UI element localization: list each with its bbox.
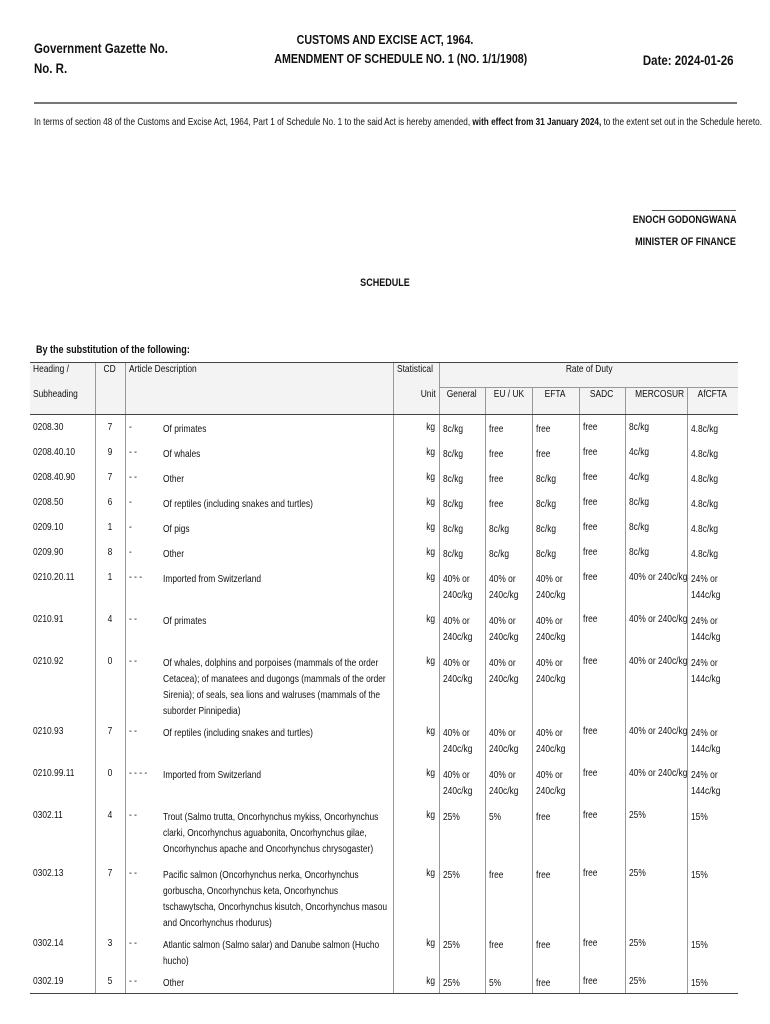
intro-paragraph — [34, 116, 770, 128]
table-row — [30, 465, 738, 490]
indent-dashes: - - — [125, 649, 160, 719]
rate-sadc: free — [579, 415, 625, 440]
article-description: Of primates — [163, 423, 207, 435]
rate-mercosur: 25% — [625, 931, 687, 969]
substitution-instruction: By the substitution of the following: — [36, 344, 190, 356]
article-description: Atlantic salmon (Salmo salar) and Danube salmon (Hucho hucho) — [163, 938, 380, 967]
rate-general: 40% or 240c/kg — [439, 607, 485, 649]
check-digit: 6 — [95, 490, 125, 515]
col-header-eu-uk: EU / UK — [485, 388, 532, 415]
check-digit: 5 — [95, 969, 125, 994]
check-digit: 4 — [95, 607, 125, 649]
table-header-row-2 — [30, 388, 738, 415]
indent-dashes: - - — [125, 465, 160, 490]
col-header-general: General — [439, 388, 485, 415]
header-divider — [34, 102, 737, 104]
check-digit: 7 — [95, 465, 125, 490]
table-row — [30, 540, 738, 565]
article-description: Of reptiles (including snakes and turtles) — [163, 726, 313, 739]
indent-dashes: - - — [125, 861, 160, 931]
indent-dashes: - - — [125, 607, 160, 649]
rate-eu-uk: 40% or 240c/kg — [485, 761, 532, 803]
rate-mercosur: 40% or 240c/kg — [625, 649, 687, 719]
rate-general: 8c/kg — [439, 515, 485, 540]
rate-eu-uk: 8c/kg — [485, 515, 532, 540]
check-digit: 1 — [95, 515, 125, 540]
rate-sadc: free — [579, 515, 625, 540]
table-row — [30, 607, 738, 649]
table-row — [30, 719, 738, 761]
rate-sadc: free — [579, 969, 625, 994]
rate-general: 40% or 240c/kg — [439, 565, 485, 607]
rate-mercosur: 40% or 240c/kg — [625, 761, 687, 803]
rate-sadc: free — [579, 931, 625, 969]
check-digit: 8 — [95, 540, 125, 565]
rate-sadc: free — [579, 761, 625, 803]
table-row — [30, 440, 738, 465]
rate-mercosur: 25% — [625, 803, 687, 861]
rate-afcfta: 15% — [687, 969, 738, 994]
rate-efta: 40% or 240c/kg — [532, 565, 579, 607]
tariff-heading: 0210.91 — [33, 612, 64, 625]
article-description: Other — [163, 472, 185, 485]
rate-general: 8c/kg — [439, 465, 485, 490]
article-description: Of reptiles (including snakes and turtles) — [163, 497, 313, 510]
table-row — [30, 649, 738, 719]
tariff-heading: 0302.11 — [33, 808, 63, 821]
statistical-unit: kg — [393, 649, 439, 719]
col-header-unit: Unit — [393, 388, 439, 415]
article-description: Of primates — [163, 614, 207, 627]
indent-dashes: - - — [125, 803, 160, 861]
statistical-unit: kg — [393, 540, 439, 565]
rate-mercosur: 8c/kg — [625, 540, 687, 565]
rate-sadc: free — [579, 540, 625, 565]
table-row — [30, 761, 738, 803]
rate-general: 8c/kg — [439, 440, 485, 465]
rate-afcfta: 15% — [687, 861, 738, 931]
statistical-unit: kg — [393, 761, 439, 803]
rate-sadc: free — [579, 719, 625, 761]
rate-afcfta: 4.8c/kg — [687, 465, 738, 490]
rate-sadc: free — [579, 861, 625, 931]
rate-eu-uk: free — [485, 440, 532, 465]
article-description: Imported from Switzerland — [163, 572, 262, 585]
rate-mercosur: 25% — [625, 969, 687, 994]
indent-dashes: - — [125, 415, 160, 440]
rate-sadc: free — [579, 565, 625, 607]
statistical-unit: kg — [393, 515, 439, 540]
check-digit: 1 — [95, 565, 125, 607]
article-description: Pacific salmon (Oncorhynchus nerka, Oncorhynchus gorbuscha, Oncorhynchus keta, Oncorhynchus tschawytscha, Oncorhynchus kisutch, Oncorhynchus masou and Oncorhynchus rhodurus) — [163, 868, 388, 929]
col-header-efta: EFTA — [532, 388, 579, 415]
col-header-article: Article Description — [125, 363, 393, 388]
check-digit: 4 — [95, 803, 125, 861]
tariff-heading: 0209.90 — [33, 545, 64, 558]
article-description: Trout (Salmo trutta, Oncorhynchus mykiss, Oncorhynchus clarki, Oncorhynchus aguabonita, Oncorhynchus gilae, Oncorhynchus apache and Oncorhynchus chrysogaster) — [163, 810, 379, 855]
rate-mercosur: 40% or 240c/kg — [625, 607, 687, 649]
notice-number: No. R. — [34, 60, 68, 76]
rate-afcfta: 4.8c/kg — [687, 540, 738, 565]
check-digit: 7 — [95, 861, 125, 931]
tariff-heading: 0208.50 — [33, 495, 64, 508]
rate-afcfta: 4.8c/kg — [687, 490, 738, 515]
check-digit: 7 — [95, 719, 125, 761]
col-header-sadc: SADC — [579, 388, 625, 415]
statistical-unit: kg — [393, 931, 439, 969]
rate-efta: 8c/kg — [532, 490, 579, 515]
rate-efta: 8c/kg — [532, 540, 579, 565]
table-row — [30, 969, 738, 994]
statistical-unit: kg — [393, 861, 439, 931]
tariff-heading: 0210.20.11 — [33, 570, 75, 583]
rate-general: 8c/kg — [439, 540, 485, 565]
tariff-heading: 0209.10 — [33, 520, 64, 533]
rate-efta: free — [532, 931, 579, 969]
col-header-heading: Heading / — [30, 363, 95, 388]
indent-dashes: - — [125, 540, 160, 565]
rate-efta: free — [532, 969, 579, 994]
col-header-subheading: Subheading — [30, 388, 95, 415]
rate-efta: 40% or 240c/kg — [532, 649, 579, 719]
rate-sadc: free — [579, 649, 625, 719]
tariff-heading: 0210.92 — [33, 654, 64, 667]
document-title — [250, 30, 528, 68]
title-amendment: AMENDMENT OF SCHEDULE NO. 1 (NO. 1/1/1908) — [274, 51, 528, 66]
intro-text-start: In terms of section 48 of the Customs and Excise Act, 1964, Part 1 of Schedule No. 1 to the said Act is hereby amended, — [34, 116, 473, 128]
tariff-heading: 0208.40.10 — [33, 445, 76, 458]
rate-mercosur: 8c/kg — [625, 415, 687, 440]
table-row — [30, 415, 738, 440]
col-header-mercosur: MERCOSUR — [625, 388, 687, 415]
statistical-unit: kg — [393, 607, 439, 649]
rate-afcfta: 24% or 144c/kg — [687, 565, 738, 607]
check-digit: 7 — [95, 415, 125, 440]
col-header-cd: CD — [95, 363, 125, 388]
rate-eu-uk: free — [485, 490, 532, 515]
indent-dashes: - - - - — [125, 761, 160, 803]
col-header-rate-of-duty: Rate of Duty — [439, 363, 738, 388]
article-description: Other — [163, 547, 185, 560]
table-row — [30, 803, 738, 861]
rate-sadc: free — [579, 440, 625, 465]
indent-dashes: - - — [125, 440, 160, 465]
statistical-unit: kg — [393, 969, 439, 994]
rate-general: 25% — [439, 803, 485, 861]
tariff-heading: 0302.14 — [33, 936, 64, 949]
gazette-number: Government Gazette No. — [34, 40, 168, 56]
rate-sadc: free — [579, 465, 625, 490]
table-header-row-1 — [30, 363, 738, 388]
table-row — [30, 565, 738, 607]
indent-dashes: - - - — [125, 565, 160, 607]
indent-dashes: - - — [125, 931, 160, 969]
rate-efta: free — [532, 440, 579, 465]
article-description: Imported from Switzerland — [163, 768, 262, 781]
rate-general: 25% — [439, 931, 485, 969]
signatory-title: MINISTER OF FINANCE — [635, 236, 736, 248]
rate-eu-uk: 40% or 240c/kg — [485, 649, 532, 719]
signatory-name: ENOCH GODONGWANA — [632, 214, 736, 226]
article-description: Of whales, dolphins and porpoises (mammals of the order Cetacea); of manatees and dugongs (mammals of the order Sirenia); of seals, sea lions and walruses (mammals of the suborder Pinnipedia) — [163, 656, 386, 717]
check-digit: 9 — [95, 440, 125, 465]
rate-eu-uk: 5% — [485, 803, 532, 861]
table-row — [30, 490, 738, 515]
rate-mercosur: 8c/kg — [625, 515, 687, 540]
tariff-heading: 0210.93 — [33, 724, 64, 737]
indent-dashes: - - — [125, 719, 160, 761]
rate-eu-uk: free — [485, 861, 532, 931]
indent-dashes: - — [125, 490, 160, 515]
rate-general: 25% — [439, 969, 485, 994]
rate-eu-uk: 40% or 240c/kg — [485, 719, 532, 761]
statistical-unit: kg — [393, 719, 439, 761]
rate-eu-uk: 5% — [485, 969, 532, 994]
signature-line — [652, 210, 736, 211]
table-row — [30, 515, 738, 540]
rate-efta: 40% or 240c/kg — [532, 607, 579, 649]
rate-afcfta: 24% or 144c/kg — [687, 607, 738, 649]
intro-text-end: to the extent set out in the Schedule hereto. — [601, 116, 762, 128]
rate-afcfta: 15% — [687, 803, 738, 861]
rate-eu-uk: free — [485, 415, 532, 440]
rate-mercosur: 25% — [625, 861, 687, 931]
rate-afcfta: 24% or 144c/kg — [687, 719, 738, 761]
tariff-heading: 0208.30 — [33, 421, 64, 433]
table-row — [30, 861, 738, 931]
document-date: Date: 2024-01-26 — [643, 52, 734, 68]
rate-efta: 8c/kg — [532, 465, 579, 490]
table-row — [30, 931, 738, 969]
rate-eu-uk: 40% or 240c/kg — [485, 565, 532, 607]
rate-efta: free — [532, 861, 579, 931]
rate-eu-uk: 8c/kg — [485, 540, 532, 565]
rate-afcfta: 15% — [687, 931, 738, 969]
rate-sadc: free — [579, 607, 625, 649]
statistical-unit: kg — [393, 565, 439, 607]
rate-eu-uk: 40% or 240c/kg — [485, 607, 532, 649]
rate-general: 40% or 240c/kg — [439, 649, 485, 719]
rate-efta: 8c/kg — [532, 515, 579, 540]
statistical-unit: kg — [393, 465, 439, 490]
tariff-heading: 0208.40.90 — [33, 470, 76, 483]
rate-mercosur: 8c/kg — [625, 490, 687, 515]
tariff-heading: 0210.99.11 — [33, 766, 75, 779]
rate-general: 40% or 240c/kg — [439, 761, 485, 803]
rate-afcfta: 4.8c/kg — [687, 515, 738, 540]
rate-mercosur: 4c/kg — [625, 465, 687, 490]
rate-sadc: free — [579, 803, 625, 861]
col-header-statistical: Statistical — [393, 363, 439, 388]
gazette-reference — [34, 38, 197, 78]
article-description: Of whales — [163, 447, 201, 460]
rate-mercosur: 40% or 240c/kg — [625, 565, 687, 607]
rate-eu-uk: free — [485, 465, 532, 490]
article-description: Other — [160, 969, 393, 994]
rate-general: 8c/kg — [439, 490, 485, 515]
statistical-unit: kg — [393, 490, 439, 515]
rate-general: 40% or 240c/kg — [439, 719, 485, 761]
rate-afcfta: 24% or 144c/kg — [687, 761, 738, 803]
check-digit: 0 — [95, 649, 125, 719]
check-digit: 0 — [95, 761, 125, 803]
indent-dashes: - — [125, 515, 160, 540]
tariff-heading: 0302.19 — [30, 969, 95, 994]
rate-general: 8c/kg — [439, 415, 485, 440]
rate-efta: 40% or 240c/kg — [532, 719, 579, 761]
col-header-afcfta: AfCFTA — [687, 388, 738, 415]
rate-efta: free — [532, 415, 579, 440]
tariff-schedule-table — [30, 362, 738, 994]
indent-dashes: - - — [125, 969, 160, 994]
rate-efta: 40% or 240c/kg — [532, 761, 579, 803]
statistical-unit: kg — [393, 440, 439, 465]
schedule-title: SCHEDULE — [360, 277, 410, 289]
rate-afcfta: 24% or 144c/kg — [687, 649, 738, 719]
rate-mercosur: 40% or 240c/kg — [625, 719, 687, 761]
intro-effective-date: with effect from 31 January 2024, — [472, 116, 602, 128]
rate-sadc: free — [579, 490, 625, 515]
article-description: Of pigs — [163, 522, 190, 535]
rate-afcfta: 4.8c/kg — [687, 415, 738, 440]
rate-general: 25% — [439, 861, 485, 931]
rate-mercosur: 4c/kg — [625, 440, 687, 465]
statistical-unit: kg — [393, 415, 439, 440]
statistical-unit: kg — [393, 803, 439, 861]
tariff-heading: 0302.13 — [33, 866, 64, 879]
rate-afcfta: 4.8c/kg — [687, 440, 738, 465]
title-act: CUSTOMS AND EXCISE ACT, 1964. — [296, 32, 474, 47]
rate-efta: free — [532, 803, 579, 861]
check-digit: 3 — [95, 931, 125, 969]
rate-eu-uk: free — [485, 931, 532, 969]
